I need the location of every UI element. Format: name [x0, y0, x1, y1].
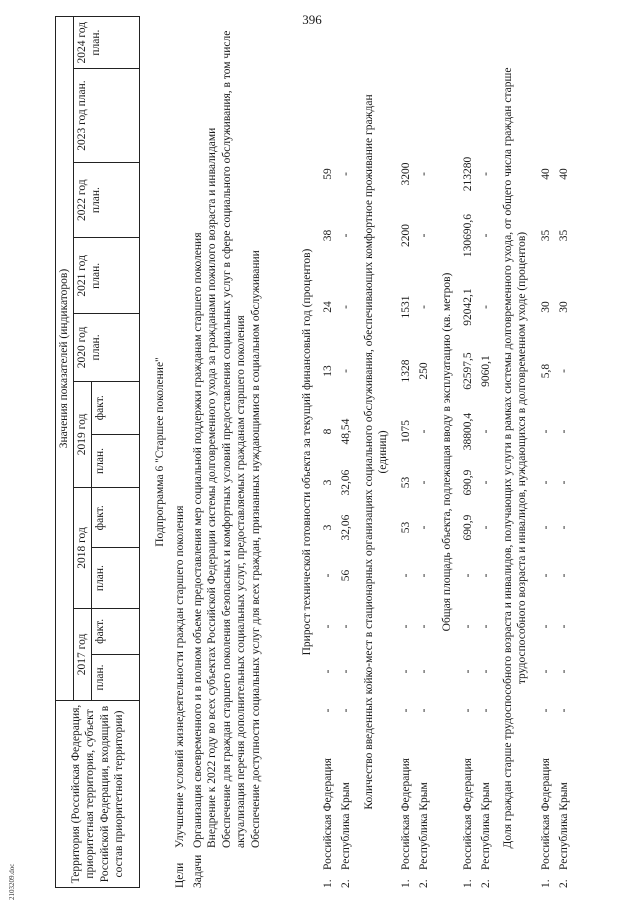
row-territory: 1.Российская Федерация [540, 758, 552, 888]
row-values: - - - - 3 3 8 13 24 38 59 [322, 168, 334, 713]
task-item: Внедрение к 2022 году во всех субъектах Российской Федерации системы долговременного ухода за гражданами пожилого возраста и инвалидами [206, 127, 219, 848]
row-territory: 2.Республика Крым [418, 782, 430, 888]
task-item: Организация своевременного и в полном объеме предоставления мер социальной поддержки гражданам старшего поколения [192, 232, 204, 848]
table-row [557, 16, 573, 888]
table-row [461, 16, 477, 888]
year-2021-header: 2021 год план. [74, 238, 140, 314]
year-2022-header: 2022 год план. [74, 162, 140, 238]
indicator-table-header [55, 16, 140, 888]
goals-label: Цели [174, 862, 186, 888]
row-values: - - - - - - - - 30 35 40 [558, 168, 570, 713]
fact-2018-header: факт. [92, 488, 140, 548]
fact-2017-header: факт. [92, 608, 140, 654]
goals-text: Улучшение условий жизнедеятельности граждан старшего поколения [174, 505, 186, 848]
section-title: Доля граждан старше трудоспособного возраста и инвалидов, получающих услуги в рамках системы долговременного ухода, от общего числа граждан старше трудоспособного возраста и инвалидов, нуждающихся в долговременном уходе (процентов) [502, 67, 529, 849]
row-territory: 2.Республика Крым [558, 782, 570, 888]
task-item: Обеспечение для граждан старшего поколения безопасных и комфортных условий предоставления социальных услуг в сфере социального обслуживания, в том числе актуализация перечня дополнительных социальных услуг, предоставляемых гражданам старшего поколения [220, 30, 248, 848]
year-2023-header: 2023 год план. [74, 69, 140, 162]
year-2019-header: 2019 год [74, 381, 92, 487]
table-row [339, 16, 355, 888]
row-territory: 2.Республика Крым [480, 782, 492, 888]
plan-2017-header: план. [92, 654, 140, 700]
row-territory: 2.Республика Крым [340, 782, 352, 888]
row-values: - - - - - - - 250 - - - [418, 172, 430, 713]
tasks-list [191, 16, 263, 848]
year-2017-header: 2017 год [74, 608, 92, 700]
row-territory: 1.Российская Федерация [462, 758, 474, 888]
table-row [479, 16, 495, 888]
page-number: 396 [302, 12, 322, 27]
table-row [399, 16, 415, 888]
fact-2019-header: факт. [92, 381, 140, 434]
rotated-table-sheet [55, 8, 625, 888]
section-title: Прирост технической готовности объекта за текущий финансовый год (процентов) [301, 248, 313, 656]
year-2018-header: 2018 год [74, 488, 92, 609]
row-values: - - - 56 32,06 32,06 48,54 - - - - [340, 172, 352, 713]
row-territory: 1.Российская Федерация [400, 758, 412, 888]
row-territory: 1.Российская Федерация [322, 758, 334, 888]
section-title: Общая площадь объекта, подлежащая вводу в эксплуатацию (кв. метров) [441, 272, 453, 632]
row-values: - - - - 690,9 690,9 38800,4 62597,5 92042,1 130690,6 213280 [462, 156, 474, 713]
year-2024-header: 2024 год план. [74, 17, 140, 69]
task-item: Обеспечение доступности социальных услуг для всех граждан, признанных нуждающимися в социальном обслуживании [249, 250, 262, 848]
table-row [539, 16, 555, 888]
row-values: - - - - - - - 9060,1 - - - [480, 172, 492, 713]
footer-file-note: 2103209.doc [8, 863, 16, 900]
tasks-label: Задачи [192, 854, 204, 888]
year-2020-header: 2020 год план. [74, 314, 140, 381]
row-values: - - - - - - - 5,8 30 35 40 [540, 168, 552, 713]
plan-2019-header: план. [92, 434, 140, 487]
indicators-header: Значения показателей (индикаторов) [56, 17, 74, 701]
plan-2018-header: план. [92, 548, 140, 608]
section-title: Количество введенных койко-мест в стационарных организациях социального обслуживания, обеспечивающих комфортное проживание граждан (единиц) [363, 94, 390, 810]
territory-header: Территория (Российская Федерация, приоритетная территория, субъект Российской Федерации, входящий в состав приоритетной территории) [56, 701, 140, 888]
table-row [321, 16, 337, 888]
row-values: - - - - 53 53 1075 1328 1531 2200 3200 [400, 162, 412, 713]
table-row [417, 16, 433, 888]
subprogram-title: Подпрограмма 6 "Старшее поколение" [154, 357, 166, 547]
